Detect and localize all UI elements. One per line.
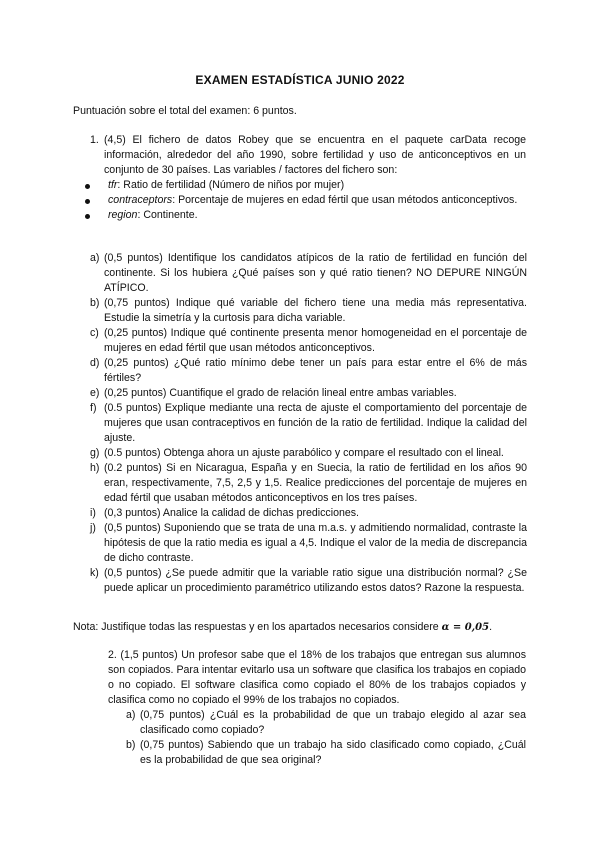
item-letter: c) <box>90 327 99 339</box>
note <box>73 620 533 635</box>
item-letter: k) <box>90 567 99 579</box>
item-text: (0.5 puntos) Explique mediante una recta de ajuste el comportamiento del porcentaje de mujeres que usan contraceptivos en función de la ratio de fertilidad. Indique la calidad del ajuste. <box>104 402 527 444</box>
variable-name: tfr <box>108 179 118 191</box>
score-note: Puntuación sobre el total del examen: 6 puntos. <box>73 105 297 117</box>
alpha-formula: α = 0,05 <box>441 622 490 633</box>
item-letter: a) <box>90 252 100 264</box>
list-item <box>90 461 527 506</box>
note-end: . <box>489 621 493 633</box>
question-1-items <box>90 251 527 596</box>
item-letter: a) <box>126 709 136 721</box>
item-letter: j) <box>90 522 96 534</box>
item-letter: g) <box>90 447 100 459</box>
list-item <box>90 296 527 326</box>
list-item <box>90 251 527 296</box>
question-1 <box>90 133 526 178</box>
list-item <box>90 446 527 461</box>
list-item <box>90 566 527 596</box>
variable-desc: : Continente. <box>137 209 198 221</box>
variable-desc: : Ratio de fertilidad (Número de niños por mujer) <box>117 179 345 191</box>
list-item <box>126 738 526 768</box>
item-text: (0.2 puntos) Si en Nicaragua, España y en Suecia, la ratio de fertilidad en los años 90 eran, respectivamente, 7,5, 2,5 y 1,5. Realice predicciones del porcentaje de mujeres en edad fértil que usaban métodos anticonceptivos en los tres países. <box>104 462 527 504</box>
bullet-icon <box>85 184 90 189</box>
item-letter: d) <box>90 357 100 369</box>
list-item <box>90 386 527 401</box>
list-item <box>90 506 527 521</box>
variable-name: contraceptors <box>108 194 173 206</box>
item-text: (0,25 puntos) ¿Qué ratio mínimo debe tener un país para estar entre el 6% de más fértiles? <box>104 357 527 384</box>
question-1-number: 1. <box>90 134 99 146</box>
item-text: (0,5 puntos) Suponiendo que se trata de una m.a.s. y admitiendo normalidad, contraste la hipótesis de que la ratio media es igual a 4,5. Indique el valor de la media de discrepancia de dicho contraste. <box>104 522 527 564</box>
list-item <box>90 521 527 566</box>
variable-name: region <box>108 209 138 221</box>
item-letter: f) <box>90 402 97 414</box>
list-item <box>90 356 527 386</box>
variable-item <box>85 178 526 193</box>
item-letter: b) <box>126 739 136 751</box>
list-item <box>126 708 526 738</box>
variables-list <box>85 178 526 223</box>
question-2-items <box>126 708 526 768</box>
note-text: Nota: Justifique todas las respuestas y en los apartados necesarios considere <box>73 621 439 633</box>
bullet-icon <box>85 214 90 219</box>
question-2-text: 2. (1,5 puntos) Un profesor sabe que el 18% de los trabajos que entregan sus alumnos son copiados. Para intentar evitarlo usa un software que clasifica los trabajos en copiado o no copiado. El software clasifica como copiado el 80% de los trabajos copiados y clasifica como no copiado el 99% de los trabajos no copiados. <box>108 649 526 706</box>
item-text: (0,25 puntos) Indique qué continente presenta menor homogeneidad en el porcentaje de mujeres en edad fértil que usan métodos anticonceptivos. <box>104 327 527 354</box>
item-text: (0,75 puntos) Indique qué variable del fichero tiene una media más representativa. Estudie la simetría y la curtosis para dicha variable. <box>104 297 527 324</box>
item-text: (0,25 puntos) Cuantifique el grado de relación lineal entre ambas variables. <box>104 387 457 399</box>
variable-item <box>85 193 526 208</box>
item-letter: b) <box>90 297 100 309</box>
item-letter: h) <box>90 462 100 474</box>
variable-desc: : Porcentaje de mujeres en edad fértil que usan métodos anticonceptivos. <box>172 194 518 206</box>
item-letter: e) <box>90 387 100 399</box>
item-letter: i) <box>90 507 96 519</box>
question-1-text: (4,5) El fichero de datos Robey que se encuentra en el paquete carData recoge información, alrededor del año 1990, sobre fertilidad y uso de anticonceptivos en un conjunto de 30 países. Las variables / factores del fichero son: <box>104 134 526 176</box>
variable-item <box>85 208 526 223</box>
bullet-icon <box>85 199 90 204</box>
list-item <box>90 401 527 446</box>
item-text: (0,75 puntos) Sabiendo que un trabajo ha sido clasificado como copiado, ¿Cuál es la probabilidad de que sea original? <box>140 739 526 766</box>
item-text: (0,3 puntos) Analice la calidad de dichas predicciones. <box>104 507 359 519</box>
item-text: (0.5 puntos) Obtenga ahora un ajuste parabólico y compare el resultado con el lineal. <box>104 447 504 459</box>
item-text: (0,5 puntos) ¿Se puede admitir que la variable ratio sigue una distribución normal? ¿Se puede aplicar un procedimiento paramétrico utilizando estos datos? Razone la respuesta. <box>104 567 527 594</box>
exam-title: EXAMEN ESTADÍSTICA JUNIO 2022 <box>195 73 405 87</box>
list-item <box>90 326 527 356</box>
item-text: (0,75 puntos) ¿Cuál es la probabilidad de que un trabajo elegido al azar sea clasificado como copiado? <box>140 709 526 736</box>
item-text: (0,5 puntos) Identifique los candidatos atípicos de la ratio de fertilidad en función del continente. Si los hubiera ¿Qué países son y qué ratio tienen? NO DEPURE NINGÚN ATÍPICO. <box>104 252 527 294</box>
